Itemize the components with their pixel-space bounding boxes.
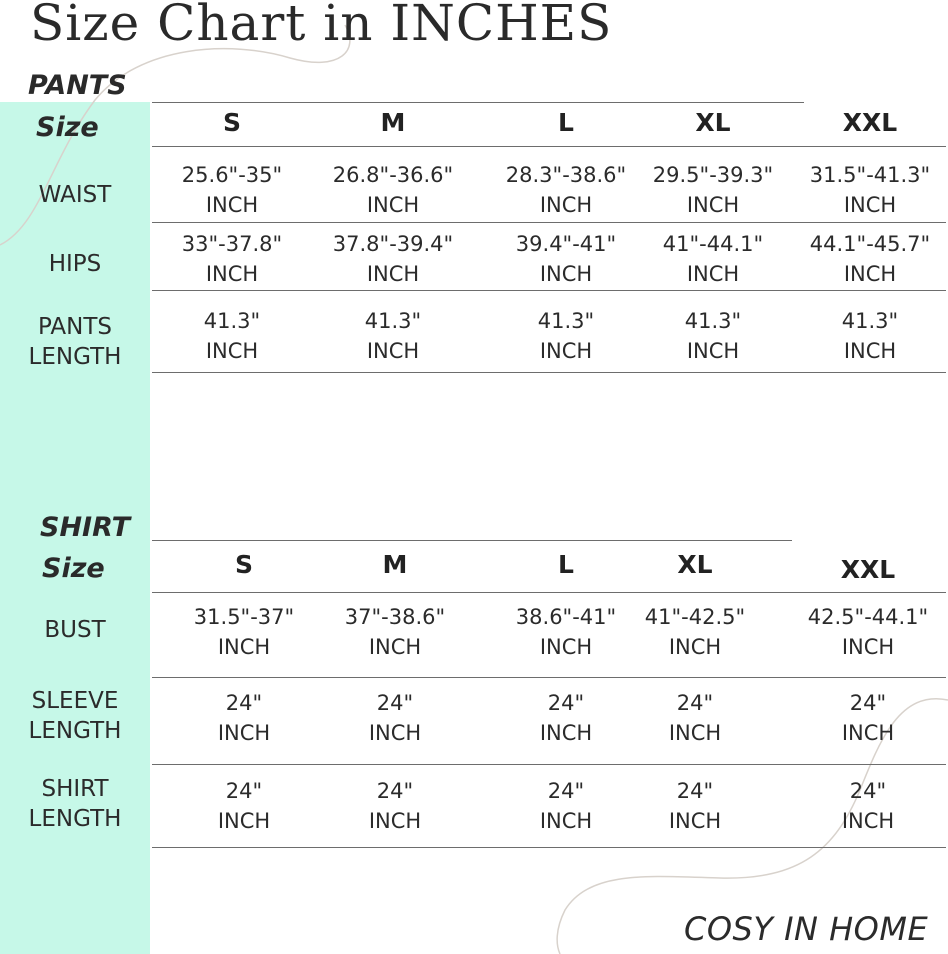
- measurement-unit: INCH: [217, 635, 271, 659]
- measurement-unit: INCH: [539, 721, 593, 745]
- measurement-unit: INCH: [539, 339, 593, 363]
- row-label: [0, 180, 150, 210]
- measurement-unit: INCH: [539, 809, 593, 833]
- measurement-cell: [633, 160, 793, 220]
- measurement-cell: [615, 602, 775, 662]
- table-rule: [152, 592, 946, 593]
- measurement-value: 31.5"-41.3": [809, 163, 931, 187]
- measurement-unit: INCH: [686, 339, 740, 363]
- row-label-line: SHIRT: [41, 776, 109, 802]
- row-label-line: LENGTH: [28, 344, 122, 370]
- table-rule: [152, 540, 792, 541]
- measurement-value: 41.3": [203, 309, 261, 333]
- size-header-m: M: [380, 108, 406, 137]
- measurement-cell: [615, 776, 775, 836]
- measurement-unit: INCH: [368, 635, 422, 659]
- measurement-cell: [152, 160, 312, 220]
- measurement-unit: INCH: [843, 193, 897, 217]
- measurement-unit: INCH: [366, 193, 420, 217]
- measurement-cell: [633, 229, 793, 289]
- measurement-value: 44.1"-45.7": [809, 232, 931, 256]
- table-rule: [152, 290, 946, 291]
- measurement-unit: INCH: [539, 193, 593, 217]
- table-rule: [152, 677, 946, 678]
- measurement-cell: [788, 688, 948, 748]
- measurement-value: 24": [676, 779, 714, 803]
- size-header-s: S: [234, 550, 254, 579]
- measurement-value: 37"-38.6": [344, 605, 446, 629]
- measurement-unit: INCH: [368, 721, 422, 745]
- measurement-cell: [486, 306, 646, 366]
- size-header-xl: XL: [677, 550, 713, 579]
- measurement-unit: INCH: [843, 339, 897, 363]
- measurement-cell: [315, 602, 475, 662]
- measurement-unit: INCH: [539, 262, 593, 286]
- measurement-cell: [313, 229, 473, 289]
- size-header-s: S: [222, 108, 242, 137]
- measurement-value: 41.3": [841, 309, 899, 333]
- row-label-line: PANTS: [38, 314, 112, 340]
- measurement-cell: [152, 229, 312, 289]
- measurement-unit: INCH: [668, 635, 722, 659]
- measurement-unit: INCH: [366, 339, 420, 363]
- shirt-size-label: Size: [42, 553, 105, 584]
- row-label-line: WAIST: [38, 182, 112, 208]
- measurement-value: 41"-42.5": [644, 605, 746, 629]
- row-label: [0, 249, 150, 279]
- row-label-line: LENGTH: [28, 806, 122, 832]
- measurement-unit: INCH: [841, 721, 895, 745]
- measurement-cell: [788, 776, 948, 836]
- measurement-value: 24": [849, 779, 887, 803]
- brand-name: COSY IN HOME: [684, 910, 929, 948]
- measurement-value: 41.3": [537, 309, 595, 333]
- size-header-l: L: [558, 108, 574, 137]
- size-header-xxl: XXL: [840, 555, 896, 584]
- measurement-unit: INCH: [205, 193, 259, 217]
- measurement-value: 31.5"-37": [193, 605, 295, 629]
- measurement-value: 24": [376, 779, 414, 803]
- measurement-cell: [615, 688, 775, 748]
- measurement-cell: [313, 160, 473, 220]
- size-header-xxl: XXL: [842, 108, 898, 137]
- table-rule: [152, 102, 804, 103]
- measurement-unit: INCH: [841, 809, 895, 833]
- table-rule: [152, 372, 946, 373]
- measurement-cell: [790, 306, 948, 366]
- size-header-l: L: [558, 550, 574, 579]
- measurement-value: 24": [547, 779, 585, 803]
- size-header-m: M: [382, 550, 408, 579]
- measurement-unit: INCH: [843, 262, 897, 286]
- row-label: [0, 774, 150, 834]
- measurement-unit: INCH: [668, 809, 722, 833]
- measurement-cell: [788, 602, 948, 662]
- row-label-line: SLEEVE: [31, 688, 119, 714]
- measurement-value: 24": [547, 691, 585, 715]
- measurement-value: 39.4"-41": [515, 232, 617, 256]
- row-label-line: BUST: [44, 617, 106, 643]
- measurement-cell: [790, 160, 948, 220]
- row-label: [0, 686, 150, 746]
- table-rule: [152, 146, 946, 147]
- measurement-cell: [315, 776, 475, 836]
- measurement-value: 24": [225, 779, 263, 803]
- row-label-line: HIPS: [48, 251, 102, 277]
- measurement-unit: INCH: [539, 635, 593, 659]
- size-header-xl: XL: [695, 108, 731, 137]
- measurement-value: 24": [376, 691, 414, 715]
- row-label: [0, 615, 150, 645]
- measurement-value: 42.5"-44.1": [807, 605, 929, 629]
- measurement-value: 33"-37.8": [181, 232, 283, 256]
- measurement-value: 37.8"-39.4": [332, 232, 454, 256]
- measurement-cell: [790, 229, 948, 289]
- table-rule: [152, 847, 946, 848]
- measurement-value: 41"-44.1": [662, 232, 764, 256]
- pants-size-label: Size: [36, 112, 99, 143]
- measurement-value: 28.3"-38.6": [505, 163, 627, 187]
- measurement-value: 24": [849, 691, 887, 715]
- measurement-value: 29.5"-39.3": [652, 163, 774, 187]
- measurement-unit: INCH: [366, 262, 420, 286]
- measurement-unit: INCH: [217, 721, 271, 745]
- measurement-value: 24": [676, 691, 714, 715]
- measurement-unit: INCH: [217, 809, 271, 833]
- measurement-value: 25.6"-35": [181, 163, 283, 187]
- measurement-cell: [152, 306, 312, 366]
- row-label: [0, 312, 150, 372]
- measurement-value: 41.3": [684, 309, 742, 333]
- page-title: Size Chart in INCHES: [30, 0, 613, 52]
- measurement-cell: [315, 688, 475, 748]
- measurement-cell: [313, 306, 473, 366]
- measurement-unit: INCH: [668, 721, 722, 745]
- measurement-unit: INCH: [205, 262, 259, 286]
- shirt-heading: SHIRT: [40, 512, 131, 543]
- measurement-value: 24": [225, 691, 263, 715]
- measurement-cell: [486, 229, 646, 289]
- table-rule: [152, 764, 946, 765]
- measurement-cell: [633, 306, 793, 366]
- measurement-unit: INCH: [368, 809, 422, 833]
- measurement-cell: [164, 602, 324, 662]
- measurement-unit: INCH: [686, 262, 740, 286]
- pants-heading: PANTS: [28, 70, 127, 101]
- measurement-unit: INCH: [205, 339, 259, 363]
- measurement-cell: [164, 688, 324, 748]
- table-rule: [152, 222, 946, 223]
- measurement-cell: [486, 160, 646, 220]
- measurement-cell: [164, 776, 324, 836]
- measurement-value: 26.8"-36.6": [332, 163, 454, 187]
- measurement-unit: INCH: [841, 635, 895, 659]
- measurement-value: 38.6"-41": [515, 605, 617, 629]
- measurement-value: 41.3": [364, 309, 422, 333]
- row-label-line: LENGTH: [28, 718, 122, 744]
- measurement-unit: INCH: [686, 193, 740, 217]
